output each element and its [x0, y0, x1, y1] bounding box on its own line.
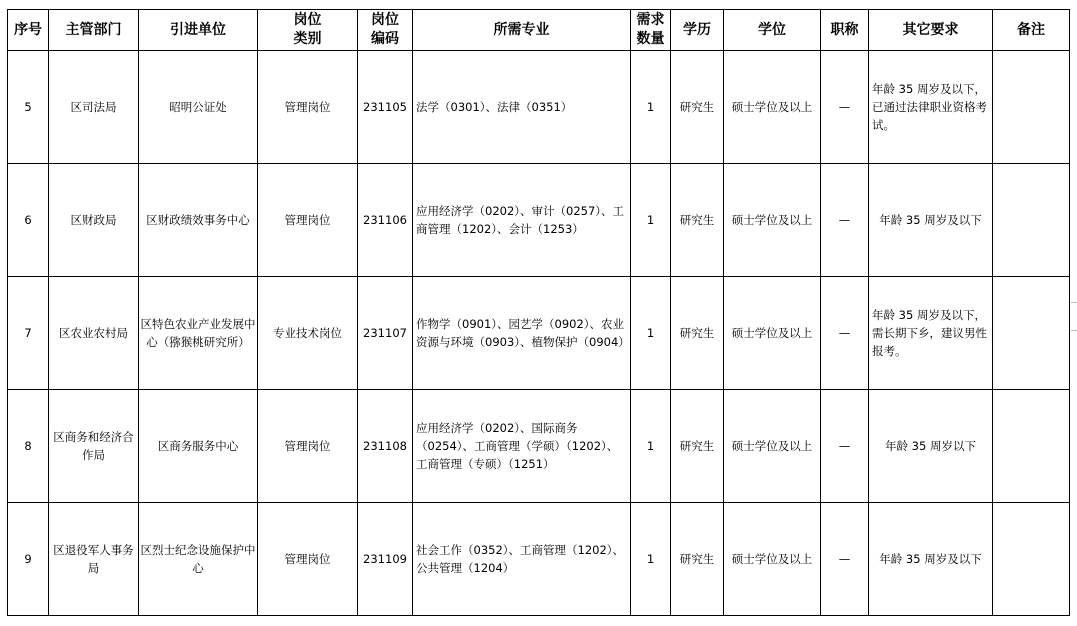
cell-major: 应用经济学（0202）、国际商务（0254）、工商管理（学硕）（1202）、工商管理（专硕）（1251）	[413, 390, 631, 503]
cell-degree: 硕士学位及以上	[724, 164, 821, 277]
cell-post-code: 231106	[358, 164, 413, 277]
cell-title: —	[821, 164, 869, 277]
header-post-type: 岗位 类别	[258, 10, 358, 51]
cell-major: 社会工作（0352）、工商管理（1202）、公共管理（1204）	[413, 503, 631, 616]
cell-degree: 硕士学位及以上	[724, 277, 821, 390]
cell-seq: 7	[8, 277, 49, 390]
cell-quota: 1	[631, 164, 671, 277]
cell-title: —	[821, 277, 869, 390]
cell-education: 研究生	[671, 277, 724, 390]
cell-unit: 区商务服务中心	[139, 390, 258, 503]
cell-major: 法学（0301）、法律（0351）	[413, 51, 631, 164]
cell-degree: 硕士学位及以上	[724, 51, 821, 164]
cell-education: 研究生	[671, 503, 724, 616]
cell-post-code: 231105	[358, 51, 413, 164]
cell-post-code: 231109	[358, 503, 413, 616]
cell-major: 作物学（0901）、园艺学（0902）、农业资源与环境（0903）、植物保护（0904）	[413, 277, 631, 390]
cell-post-type: 专业技术岗位	[258, 277, 358, 390]
cell-remark	[993, 164, 1070, 277]
cell-dept: 区退役军人事务局	[49, 503, 139, 616]
recruitment-table	[7, 9, 1070, 616]
cell-seq: 9	[8, 503, 49, 616]
cell-remark	[993, 390, 1070, 503]
cell-dept: 区司法局	[49, 51, 139, 164]
cell-dept: 区财政局	[49, 164, 139, 277]
cell-remark	[993, 503, 1070, 616]
table-row	[8, 503, 1070, 616]
header-post-code: 岗位 编码	[358, 10, 413, 51]
header-title: 职称	[821, 10, 869, 51]
header-dept: 主管部门	[49, 10, 139, 51]
cell-unit: 区烈士纪念设施保护中心	[139, 503, 258, 616]
page-edge-marker	[1071, 302, 1077, 303]
cell-quota: 1	[631, 390, 671, 503]
cell-title: —	[821, 51, 869, 164]
cell-other: 年龄 35 周岁以下	[869, 390, 993, 503]
header-education: 学历	[671, 10, 724, 51]
cell-remark	[993, 51, 1070, 164]
cell-post-type: 管理岗位	[258, 164, 358, 277]
cell-post-code: 231107	[358, 277, 413, 390]
cell-other: 年龄 35 周岁及以下	[869, 503, 993, 616]
page-edge-marker	[1071, 330, 1077, 331]
cell-quota: 1	[631, 277, 671, 390]
table-row	[8, 277, 1070, 390]
cell-education: 研究生	[671, 390, 724, 503]
cell-major: 应用经济学（0202）、审计（0257）、工商管理（1202）、会计（1253）	[413, 164, 631, 277]
cell-post-type: 管理岗位	[258, 390, 358, 503]
cell-dept: 区商务和经济合作局	[49, 390, 139, 503]
cell-degree: 硕士学位及以上	[724, 390, 821, 503]
header-degree: 学位	[724, 10, 821, 51]
cell-unit: 区特色农业产业发展中心（猕猴桃研究所）	[139, 277, 258, 390]
cell-seq: 6	[8, 164, 49, 277]
cell-remark	[993, 277, 1070, 390]
header-quota: 需求 数量	[631, 10, 671, 51]
header-seq: 序号	[8, 10, 49, 51]
cell-degree: 硕士学位及以上	[724, 503, 821, 616]
header-remark: 备注	[993, 10, 1070, 51]
header-major: 所需专业	[413, 10, 631, 51]
cell-other: 年龄 35 周岁及以下	[869, 164, 993, 277]
cell-post-type: 管理岗位	[258, 503, 358, 616]
cell-quota: 1	[631, 503, 671, 616]
cell-dept: 区农业农村局	[49, 277, 139, 390]
cell-seq: 8	[8, 390, 49, 503]
cell-post-type: 管理岗位	[258, 51, 358, 164]
cell-other: 年龄 35 周岁及以下，需长期下乡，建议男性报考。	[869, 277, 993, 390]
cell-unit: 区财政绩效事务中心	[139, 164, 258, 277]
cell-education: 研究生	[671, 164, 724, 277]
table-row	[8, 390, 1070, 503]
header-unit: 引进单位	[139, 10, 258, 51]
cell-title: —	[821, 390, 869, 503]
cell-title: —	[821, 503, 869, 616]
table-row	[8, 51, 1070, 164]
table-row	[8, 164, 1070, 277]
cell-post-code: 231108	[358, 390, 413, 503]
cell-education: 研究生	[671, 51, 724, 164]
cell-quota: 1	[631, 51, 671, 164]
header-row	[8, 10, 1070, 51]
cell-seq: 5	[8, 51, 49, 164]
cell-unit: 昭明公证处	[139, 51, 258, 164]
header-other: 其它要求	[869, 10, 993, 51]
cell-other: 年龄 35 周岁及以下，已通过法律职业资格考试。	[869, 51, 993, 164]
